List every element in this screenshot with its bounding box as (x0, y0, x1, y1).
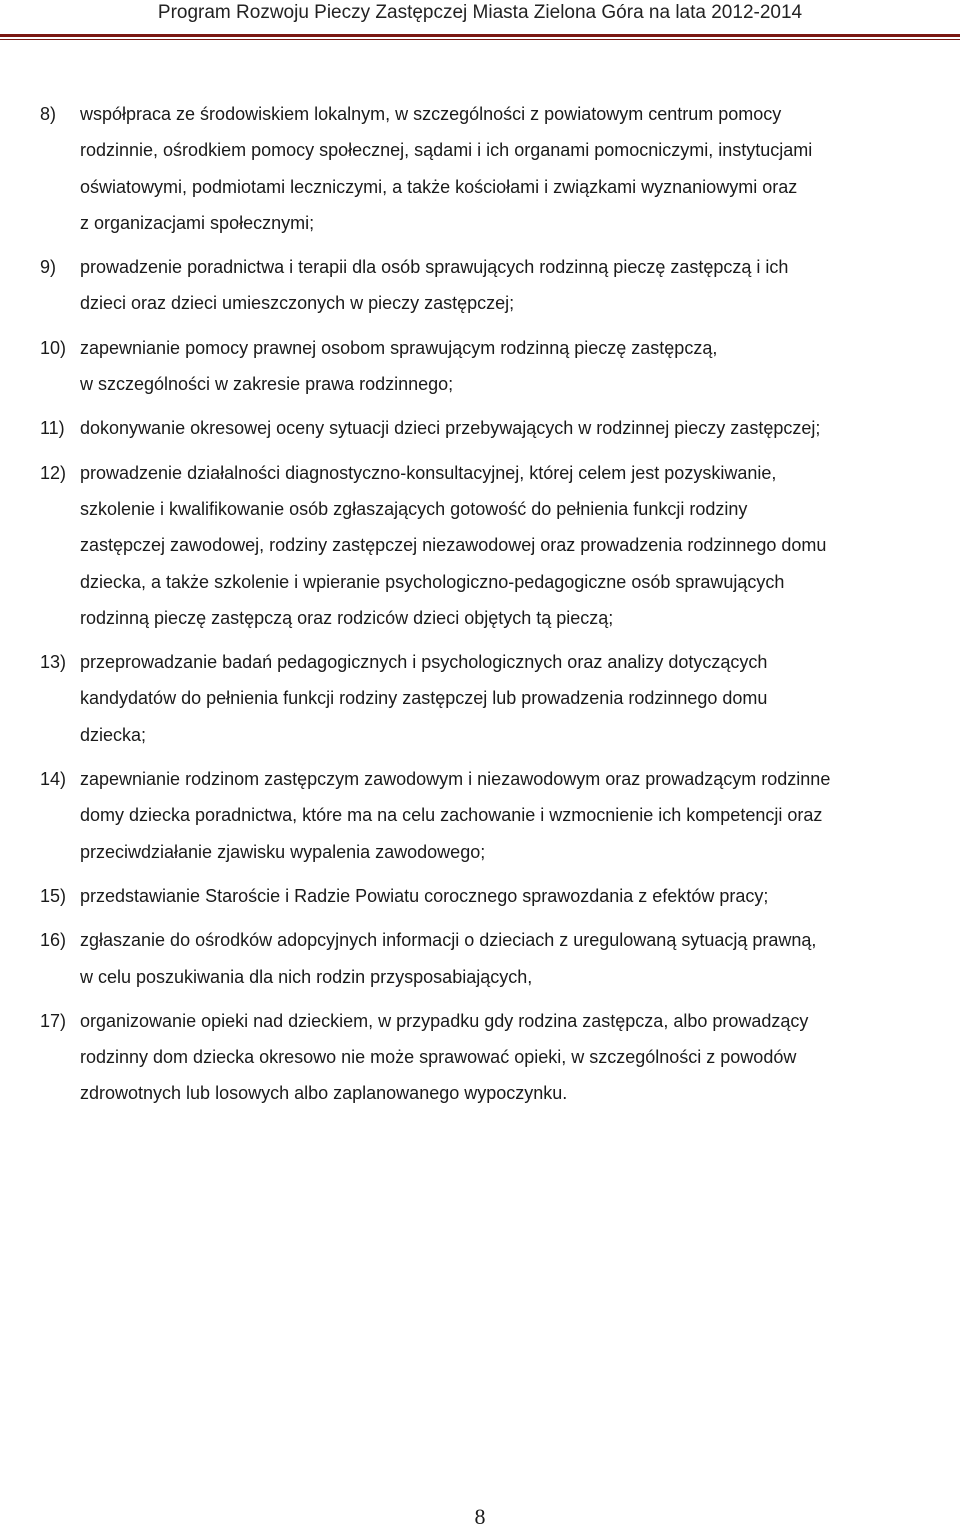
text-line: rodzinny dom dziecka okresowo nie może sprawować opieki, w szczególności z powodów (80, 1047, 797, 1068)
list-item-number: 13) (40, 652, 67, 673)
text-line: rodzinną pieczę zastępczą oraz rodziców dzieci objętych tą pieczą; (80, 607, 614, 628)
text-line: w celu poszukiwania dla nich rodzin przysposabiających, (80, 966, 533, 987)
list-item-text (80, 1003, 958, 1112)
text-line: przeprowadzanie badań pedagogicznych i psychologicznych oraz analizy dotyczących (80, 652, 768, 673)
text-line: dziecka; (80, 724, 147, 745)
text-line: oświatowymi, podmiotami leczniczymi, a także kościołami i związkami wyznaniowymi oraz (80, 176, 798, 197)
list-item-number: 14) (40, 769, 67, 790)
header-title: Program Rozwoju Pieczy Zastępczej Miasta Zielona Góra na lata 2012-2014 (157, 2, 803, 23)
text-line: z organizacjami społecznymi; (80, 212, 315, 233)
list-item-text (80, 330, 958, 403)
header-rule-thin (0, 39, 960, 40)
list-item-number: 16) (40, 930, 67, 951)
text-line: zastępczej zawodowej, rodziny zastępczej niezawodowej oraz prowadzenia rodzinnego domu (80, 535, 827, 556)
text-line: szkolenie i kwalifikowanie osób zgłaszających gotowość do pełnienia funkcji rodziny (80, 498, 748, 519)
text-line: współpraca ze środowiskiem lokalnym, w szczególności z powiatowym centrum pomocy (80, 104, 782, 124)
list-item (0, 249, 960, 322)
text-line: zgłaszanie do ośrodków adopcyjnych informacji o dzieciach z uregulowaną sytuacją prawną, (80, 930, 817, 951)
text-line: zapewnianie rodzinom zastępczym zawodowym i niezawodowym oraz prowadzącym rodzinne (80, 769, 831, 790)
list-item (0, 96, 960, 241)
list-item-text (80, 644, 958, 753)
list-item (0, 455, 960, 636)
list-item (0, 878, 960, 914)
list-item (0, 644, 960, 753)
list-item-text (80, 455, 958, 636)
list-item-number: 12) (40, 462, 67, 483)
list-item (0, 1003, 960, 1112)
text-line: rodzinnie, ośrodkiem pomocy społecznej, sądami i ich organami pomocniczymi, instytucjami (80, 140, 813, 161)
text-line: przeciwdziałanie zjawisku wypalenia zawodowego; (80, 841, 486, 862)
text-line: dzieci oraz dzieci umieszczonych w pieczy zastępczej; (80, 293, 515, 314)
list-item-number: 8) (40, 104, 57, 124)
list-item-text (80, 878, 958, 914)
text-line: prowadzenie działalności diagnostyczno-konsultacyjnej, której celem jest pozyskiwanie, (80, 462, 777, 483)
list-item (0, 761, 960, 870)
text-line: zapewnianie pomocy prawnej osobom sprawującym rodzinną pieczę zastępczą, (80, 337, 718, 358)
text-line: dziecka, a także szkolenie i wpieranie psychologiczno-pedagogiczne osób sprawujących (80, 571, 785, 592)
text-line: kandydatów do pełnienia funkcji rodziny zastępczej lub prowadzenia rodzinnego domu (80, 688, 768, 709)
list-item-number: 17) (40, 1010, 67, 1031)
text-line: domy dziecka poradnictwa, które ma na celu zachowanie i wzmocnienie ich kompetencji oraz (80, 805, 823, 826)
page-number: 8 (474, 1504, 486, 1529)
text-line: w szczególności w zakresie prawa rodzinnego; (80, 374, 454, 395)
list-item-text (80, 761, 958, 870)
text-line: zdrowotnych lub losowych albo zaplanowanego wypoczynku. (80, 1083, 568, 1104)
text-line: prowadzenie poradnictwa i terapii dla osób sprawujących rodzinną pieczę zastępczą i ich (80, 257, 789, 278)
list-item-number: 10) (40, 337, 67, 358)
list-item-text (80, 96, 958, 241)
list-item-text (80, 922, 958, 995)
list-item-text (80, 249, 958, 322)
list-item (0, 922, 960, 995)
text-line: przedstawianie Staroście i Radzie Powiatu corocznego sprawozdania z efektów pracy; (80, 885, 769, 906)
header-rule (0, 34, 960, 37)
list-item (0, 410, 960, 446)
text-line: organizowanie opieki nad dzieckiem, w przypadku gdy rodzina zastępcza, albo prowadzący (80, 1010, 809, 1031)
list-item-number: 9) (40, 257, 57, 278)
list-item-number: 15) (40, 885, 67, 906)
text-line: dokonywanie okresowej oceny sytuacji dzieci przebywających w rodzinnej pieczy zastępczej; (80, 418, 821, 439)
document-body (0, 96, 960, 1120)
list-item (0, 330, 960, 403)
list-item-text (80, 410, 958, 446)
list-item-number: 11) (40, 418, 65, 439)
